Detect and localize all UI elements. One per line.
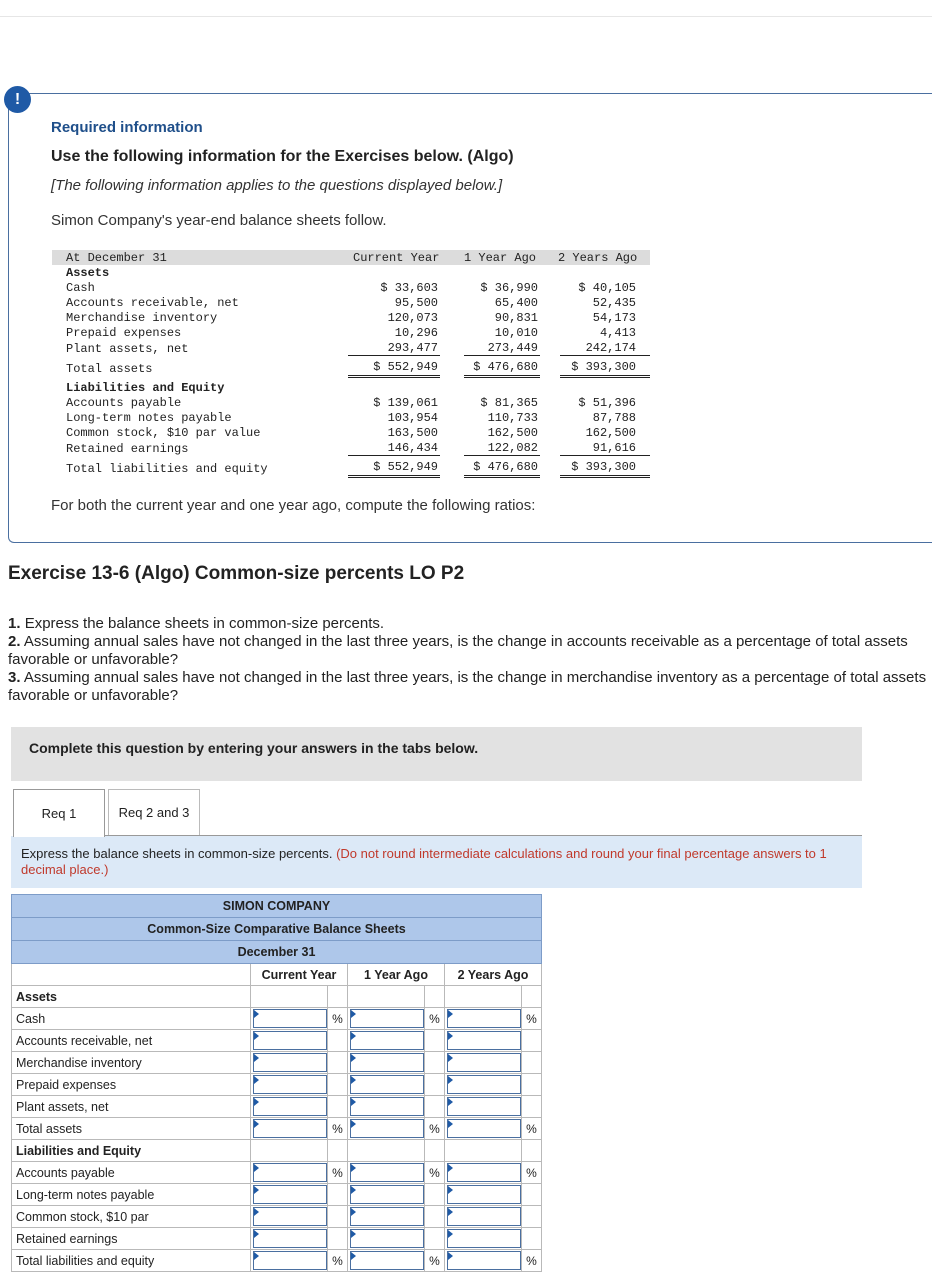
applies-note: [The following information applies to the questions displayed below.] xyxy=(51,177,503,194)
bs-value: 120,073 xyxy=(387,311,438,325)
bs-row-label: Plant assets, net xyxy=(66,342,189,356)
bs-value: $ 33,603 xyxy=(380,281,438,295)
answer-input[interactable] xyxy=(253,1009,327,1028)
answer-input[interactable] xyxy=(253,1097,327,1116)
row-label: Cash xyxy=(12,1008,251,1030)
answer-input[interactable] xyxy=(253,1075,327,1094)
bs-value: 163,500 xyxy=(387,426,438,440)
bs-value: 95,500 xyxy=(394,296,438,310)
answer-input[interactable] xyxy=(253,1207,327,1226)
column-2-years-ago: 2 Years Ago xyxy=(558,251,638,265)
total-rule xyxy=(560,375,650,376)
table-row xyxy=(12,1096,542,1118)
liabilities-section-label: Liabilities and Equity xyxy=(12,1140,251,1162)
answer-input[interactable] xyxy=(253,1229,327,1248)
subtotal-rule xyxy=(560,455,650,456)
bs-row-label: Long-term notes payable xyxy=(66,411,232,425)
tab-req-1[interactable]: Req 1 xyxy=(13,789,105,837)
bs-value: $ 476,680 xyxy=(473,360,538,374)
table-row xyxy=(12,1074,542,1096)
bs-value: 4,413 xyxy=(599,326,636,340)
answer-input[interactable] xyxy=(447,1163,521,1182)
row-label: Common stock, $10 par xyxy=(12,1206,251,1228)
question-text: Assuming annual sales have not changed in the last three years, is the change in merchandise inventory as a percentage of total assets favorable or unfavorable? xyxy=(8,669,927,704)
required-info-title: Required information xyxy=(51,119,203,136)
row-label: Retained earnings xyxy=(12,1228,251,1250)
column-1-year-ago: 1 Year Ago xyxy=(464,251,537,265)
answer-input[interactable] xyxy=(447,1053,521,1072)
answer-input[interactable] xyxy=(350,1229,424,1248)
answer-input[interactable] xyxy=(350,1031,424,1050)
liabilities-heading: Liabilities and Equity xyxy=(66,381,225,395)
bs-value: $ 393,300 xyxy=(571,360,636,374)
answer-input[interactable] xyxy=(350,1251,424,1270)
exercise-questions xyxy=(8,615,928,705)
question-1 xyxy=(8,615,928,633)
percent-sign: % xyxy=(522,1008,542,1030)
instruction-note: (Do not round intermediate calculations and round your final percentage answers to 1 decimal place.) xyxy=(21,846,827,877)
column-header-blank xyxy=(12,964,251,986)
answer-input[interactable] xyxy=(447,1097,521,1116)
subtotal-rule xyxy=(560,355,650,356)
bs-value: $ 393,300 xyxy=(571,460,636,474)
bs-value: $ 552,949 xyxy=(373,460,438,474)
bs-value: 103,954 xyxy=(387,411,438,425)
total-rule xyxy=(464,475,540,476)
question-number: 1. xyxy=(8,615,21,632)
percent-sign: % xyxy=(425,1008,445,1030)
row-label: Total liabilities and equity xyxy=(12,1250,251,1272)
bs-value: 54,173 xyxy=(592,311,636,325)
table-row xyxy=(12,1206,542,1228)
table-row xyxy=(12,1228,542,1250)
exclamation-icon: ! xyxy=(4,86,31,113)
total-rule xyxy=(348,475,440,476)
answer-input[interactable] xyxy=(447,1185,521,1204)
bs-value: 146,434 xyxy=(387,441,438,455)
bs-row-label: Prepaid expenses xyxy=(66,326,182,340)
ratios-intro: For both the current year and one year ago, compute the following ratios: xyxy=(51,497,536,514)
total-rule xyxy=(464,375,540,376)
bs-value: 90,831 xyxy=(494,311,538,325)
bs-value: $ 81,365 xyxy=(480,396,538,410)
bs-value: 52,435 xyxy=(592,296,636,310)
balance-sheet-heading: At December 31 xyxy=(66,251,167,265)
table-row xyxy=(12,1118,542,1140)
bs-value: 65,400 xyxy=(494,296,538,310)
bs-row-label: Total assets xyxy=(66,362,153,376)
percent-sign: % xyxy=(328,1162,348,1184)
complete-question-bar xyxy=(11,727,862,781)
bs-row-label: Retained earnings xyxy=(66,442,189,456)
bs-value: 110,733 xyxy=(487,411,538,425)
column-header-1-year-ago: 1 Year Ago xyxy=(348,964,445,986)
assets-heading: Assets xyxy=(66,266,110,280)
bs-row-label: Merchandise inventory xyxy=(66,311,218,325)
answer-input[interactable] xyxy=(253,1163,327,1182)
answer-input[interactable] xyxy=(350,1075,424,1094)
percent-sign: % xyxy=(328,1008,348,1030)
bs-value: 162,500 xyxy=(487,426,538,440)
balance-sheet-intro: Simon Company's year-end balance sheets follow. xyxy=(51,212,387,229)
total-rule xyxy=(560,477,650,478)
bs-value: $ 40,105 xyxy=(578,281,636,295)
bs-value: $ 476,680 xyxy=(473,460,538,474)
table-row xyxy=(12,1008,542,1030)
answer-input[interactable] xyxy=(253,1251,327,1270)
row-label: Plant assets, net xyxy=(12,1096,251,1118)
column-header-2-years-ago: 2 Years Ago xyxy=(445,964,542,986)
table-row xyxy=(12,1052,542,1074)
total-rule xyxy=(464,477,540,478)
percent-sign: % xyxy=(328,1250,348,1272)
bs-row-label: Common stock, $10 par value xyxy=(66,426,261,440)
total-rule xyxy=(464,377,540,378)
common-size-table xyxy=(11,894,542,1272)
top-divider xyxy=(0,16,932,17)
table-title: Common-Size Comparative Balance Sheets xyxy=(12,918,542,941)
answer-input[interactable] xyxy=(350,1119,424,1138)
answer-input[interactable] xyxy=(350,1185,424,1204)
bs-value: $ 552,949 xyxy=(373,360,438,374)
bs-row-label: Accounts payable xyxy=(66,396,182,410)
table-row xyxy=(12,1030,542,1052)
column-header-current-year: Current Year xyxy=(251,964,348,986)
answer-input[interactable] xyxy=(447,1229,521,1248)
bs-value: 293,477 xyxy=(387,341,438,355)
subtotal-rule xyxy=(464,355,540,356)
bs-row-label: Accounts receivable, net xyxy=(66,296,239,310)
bs-value: $ 139,061 xyxy=(373,396,438,410)
total-rule xyxy=(348,477,440,478)
subtotal-rule xyxy=(348,455,440,456)
answer-input[interactable] xyxy=(350,1053,424,1072)
assets-section-label: Assets xyxy=(12,986,251,1008)
bs-value: 273,449 xyxy=(487,341,538,355)
percent-sign: % xyxy=(425,1118,445,1140)
answer-input[interactable] xyxy=(447,1009,521,1028)
row-label: Accounts payable xyxy=(12,1162,251,1184)
answer-input[interactable] xyxy=(447,1207,521,1226)
bs-value: 91,616 xyxy=(592,441,636,455)
bs-value: 122,082 xyxy=(487,441,538,455)
question-2 xyxy=(8,633,928,669)
answer-input[interactable] xyxy=(447,1031,521,1050)
total-rule xyxy=(560,377,650,378)
percent-sign: % xyxy=(522,1118,542,1140)
row-label: Total assets xyxy=(12,1118,251,1140)
answer-input[interactable] xyxy=(253,1185,327,1204)
answer-input[interactable] xyxy=(447,1119,521,1138)
question-text: Assuming annual sales have not changed in the last three years, is the change in accounts receivable as a percentage of total assets favorable or unfavorable? xyxy=(8,633,908,668)
percent-sign: % xyxy=(328,1118,348,1140)
bs-row-label: Total liabilities and equity xyxy=(66,462,268,476)
bs-value: 87,788 xyxy=(592,411,636,425)
total-rule xyxy=(348,375,440,376)
percent-sign: % xyxy=(522,1250,542,1272)
answer-input[interactable] xyxy=(253,1053,327,1072)
table-row xyxy=(12,1184,542,1206)
question-text: Express the balance sheets in common-size percents. xyxy=(24,615,385,632)
answer-input[interactable] xyxy=(447,1251,521,1270)
bs-row-label: Cash xyxy=(66,281,95,295)
answer-input[interactable] xyxy=(253,1031,327,1050)
answer-input[interactable] xyxy=(350,1009,424,1028)
row-label: Long-term notes payable xyxy=(12,1184,251,1206)
answer-input[interactable] xyxy=(350,1163,424,1182)
table-date: December 31 xyxy=(12,941,542,964)
row-label: Prepaid expenses xyxy=(12,1074,251,1096)
row-label: Accounts receivable, net xyxy=(12,1030,251,1052)
answer-input[interactable] xyxy=(447,1075,521,1094)
percent-sign: % xyxy=(522,1162,542,1184)
instruction-box xyxy=(11,836,862,888)
table-row xyxy=(12,1250,542,1272)
table-row xyxy=(12,1162,542,1184)
instruction-main: Express the balance sheets in common-size percents. xyxy=(21,846,333,861)
answer-input[interactable] xyxy=(350,1097,424,1116)
total-rule xyxy=(560,475,650,476)
exercise-title: Exercise 13-6 (Algo) Common-size percents LO P2 xyxy=(8,563,465,584)
bs-value: 10,010 xyxy=(494,326,538,340)
instruction-text xyxy=(21,846,856,878)
percent-sign: % xyxy=(425,1162,445,1184)
table-company: SIMON COMPANY xyxy=(12,895,542,918)
bs-value: $ 36,990 xyxy=(480,281,538,295)
subtotal-rule xyxy=(348,355,440,356)
subtotal-rule xyxy=(464,455,540,456)
total-rule xyxy=(348,377,440,378)
complete-question-text: Complete this question by entering your answers in the tabs below. xyxy=(29,740,479,756)
answer-input[interactable] xyxy=(350,1207,424,1226)
tab-req-2-and-3[interactable]: Req 2 and 3 xyxy=(108,789,200,836)
bs-value: 242,174 xyxy=(585,341,636,355)
question-3 xyxy=(8,669,928,705)
bs-value: 10,296 xyxy=(394,326,438,340)
column-current-year: Current Year xyxy=(353,251,440,265)
bs-value: 162,500 xyxy=(585,426,636,440)
percent-sign: % xyxy=(425,1250,445,1272)
exercise-intro: Use the following information for the Exercises below. (Algo) xyxy=(51,148,514,165)
question-number: 2. xyxy=(8,633,21,650)
row-label: Merchandise inventory xyxy=(12,1052,251,1074)
answer-input[interactable] xyxy=(253,1119,327,1138)
bs-value: $ 51,396 xyxy=(578,396,636,410)
question-number: 3. xyxy=(8,669,21,686)
